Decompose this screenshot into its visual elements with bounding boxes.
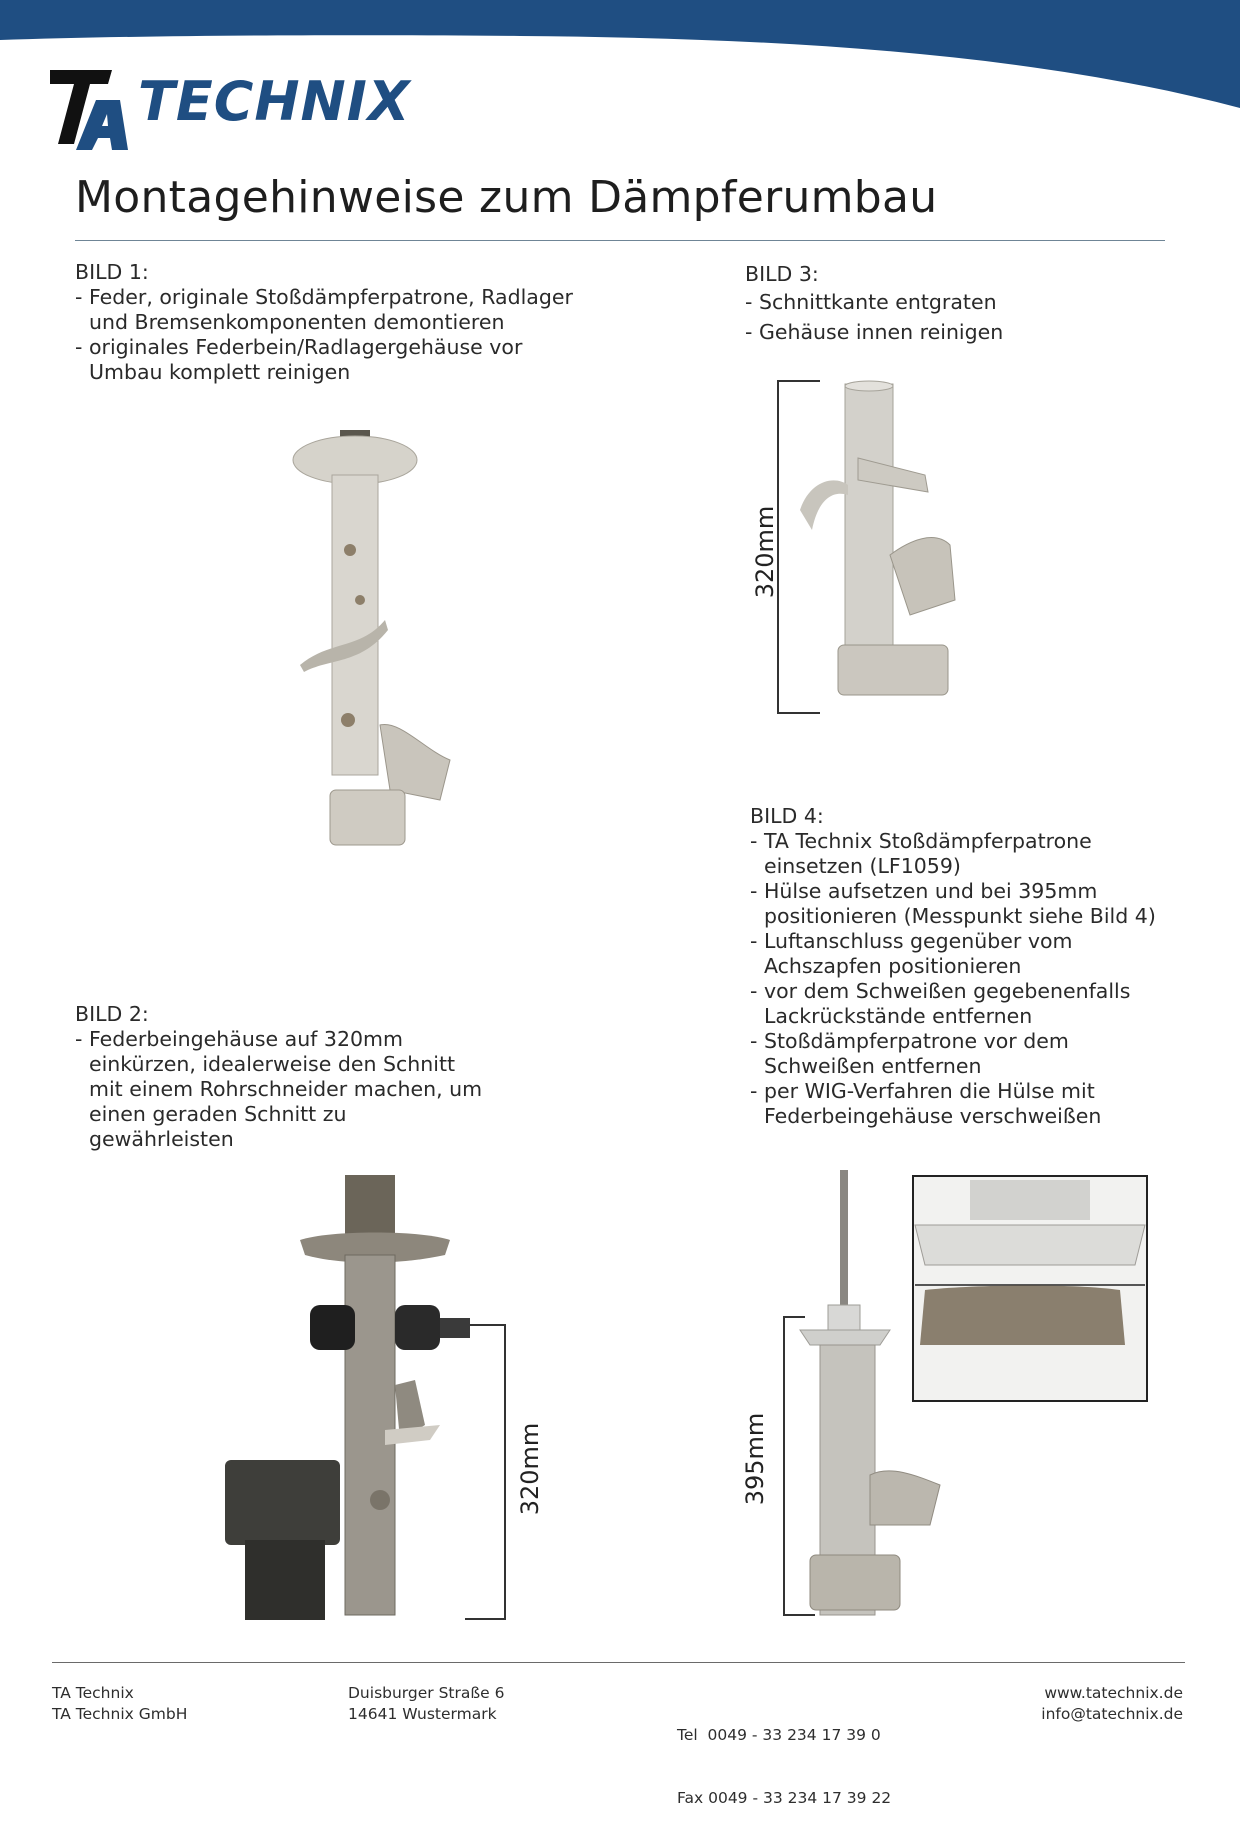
bild1-item: - originales Federbein/Radlagergehäuse vor Umbau komplett reinigen [75,335,595,385]
bild2-figure [220,1170,550,1625]
footer-address-line: Duisburger Straße 6 [348,1684,505,1702]
footer-fax-line: Fax 0049 - 33 234 17 39 22 [677,1789,892,1807]
footer-address [348,1683,504,1725]
bild4-dimension-label: 395mm [741,1412,769,1506]
bild4-item: - Hülse aufsetzen und bei 395mm positionieren (Messpunkt siehe Bild 4) [750,879,1170,929]
bild3-text [745,262,1185,347]
bild1-text [75,260,595,385]
bild2-text [75,1002,495,1152]
bild2-item: - Federbeingehäuse auf 320mm einkürzen, idealerweise den Schnitt mit einem Rohrschneider machen, um einen geraden Schnitt zu gewährleisten [75,1027,495,1152]
bild3-dimension-label: 320mm [751,505,779,599]
bild1-item: - Feder, originale Stoßdämpferpatrone, Radlager und Bremsenkomponenten demontieren [75,285,595,335]
bild2-dimension-label: 320mm [516,1422,544,1516]
bild1-heading: BILD 1: [75,260,149,284]
footer-company-line: TA Technix [52,1684,134,1702]
brand-logo [50,70,411,150]
footer-phone [677,1683,891,1830]
footer-address-line: 14641 Wustermark [348,1705,497,1723]
bild4-figure [740,1165,1150,1625]
footer-company-line: TA Technix GmbH [52,1705,188,1723]
page-title: Montagehinweise zum Dämpferumbau [75,172,938,223]
bild4-item: - per WIG-Verfahren die Hülse mit Federbeingehäuse verschweißen [750,1079,1170,1129]
bild2-strut-photo [220,1170,550,1625]
bild3-figure [740,380,1020,720]
bild1-strut-photo [290,420,490,860]
bild3-item: - Schnittkante entgraten [745,287,1185,317]
footer-email-link[interactable]: info@tatechnix.de [1041,1705,1183,1723]
footer-divider [52,1662,1185,1663]
bild4-item: - Stoßdämpferpatrone vor dem Schweißen entfernen [750,1029,1170,1079]
footer-phone-line: Tel 0049 - 33 234 17 39 0 [677,1726,881,1744]
bild4-item: - Luftanschluss gegenüber vom Achszapfen positionieren [750,929,1170,979]
bild4-heading: BILD 4: [750,804,824,828]
title-divider [75,240,1165,241]
bild3-strut-photo [740,380,1020,720]
bild2-heading: BILD 2: [75,1002,149,1026]
bild3-item: - Gehäuse innen reinigen [745,317,1185,347]
footer-company [52,1683,187,1725]
bild4-item: - TA Technix Stoßdämpferpatrone einsetzen (LF1059) [750,829,1170,879]
bild3-heading: BILD 3: [745,262,819,286]
bild4-item: - vor dem Schweißen gegebenenfalls Lackrückstände entfernen [750,979,1170,1029]
bild4-text [750,804,1170,1129]
bild4-strut-photo [740,1165,1150,1625]
footer-web [1041,1683,1183,1725]
footer-website-link[interactable]: www.tatechnix.de [1044,1684,1183,1702]
brand-name: TECHNIX [138,70,411,133]
